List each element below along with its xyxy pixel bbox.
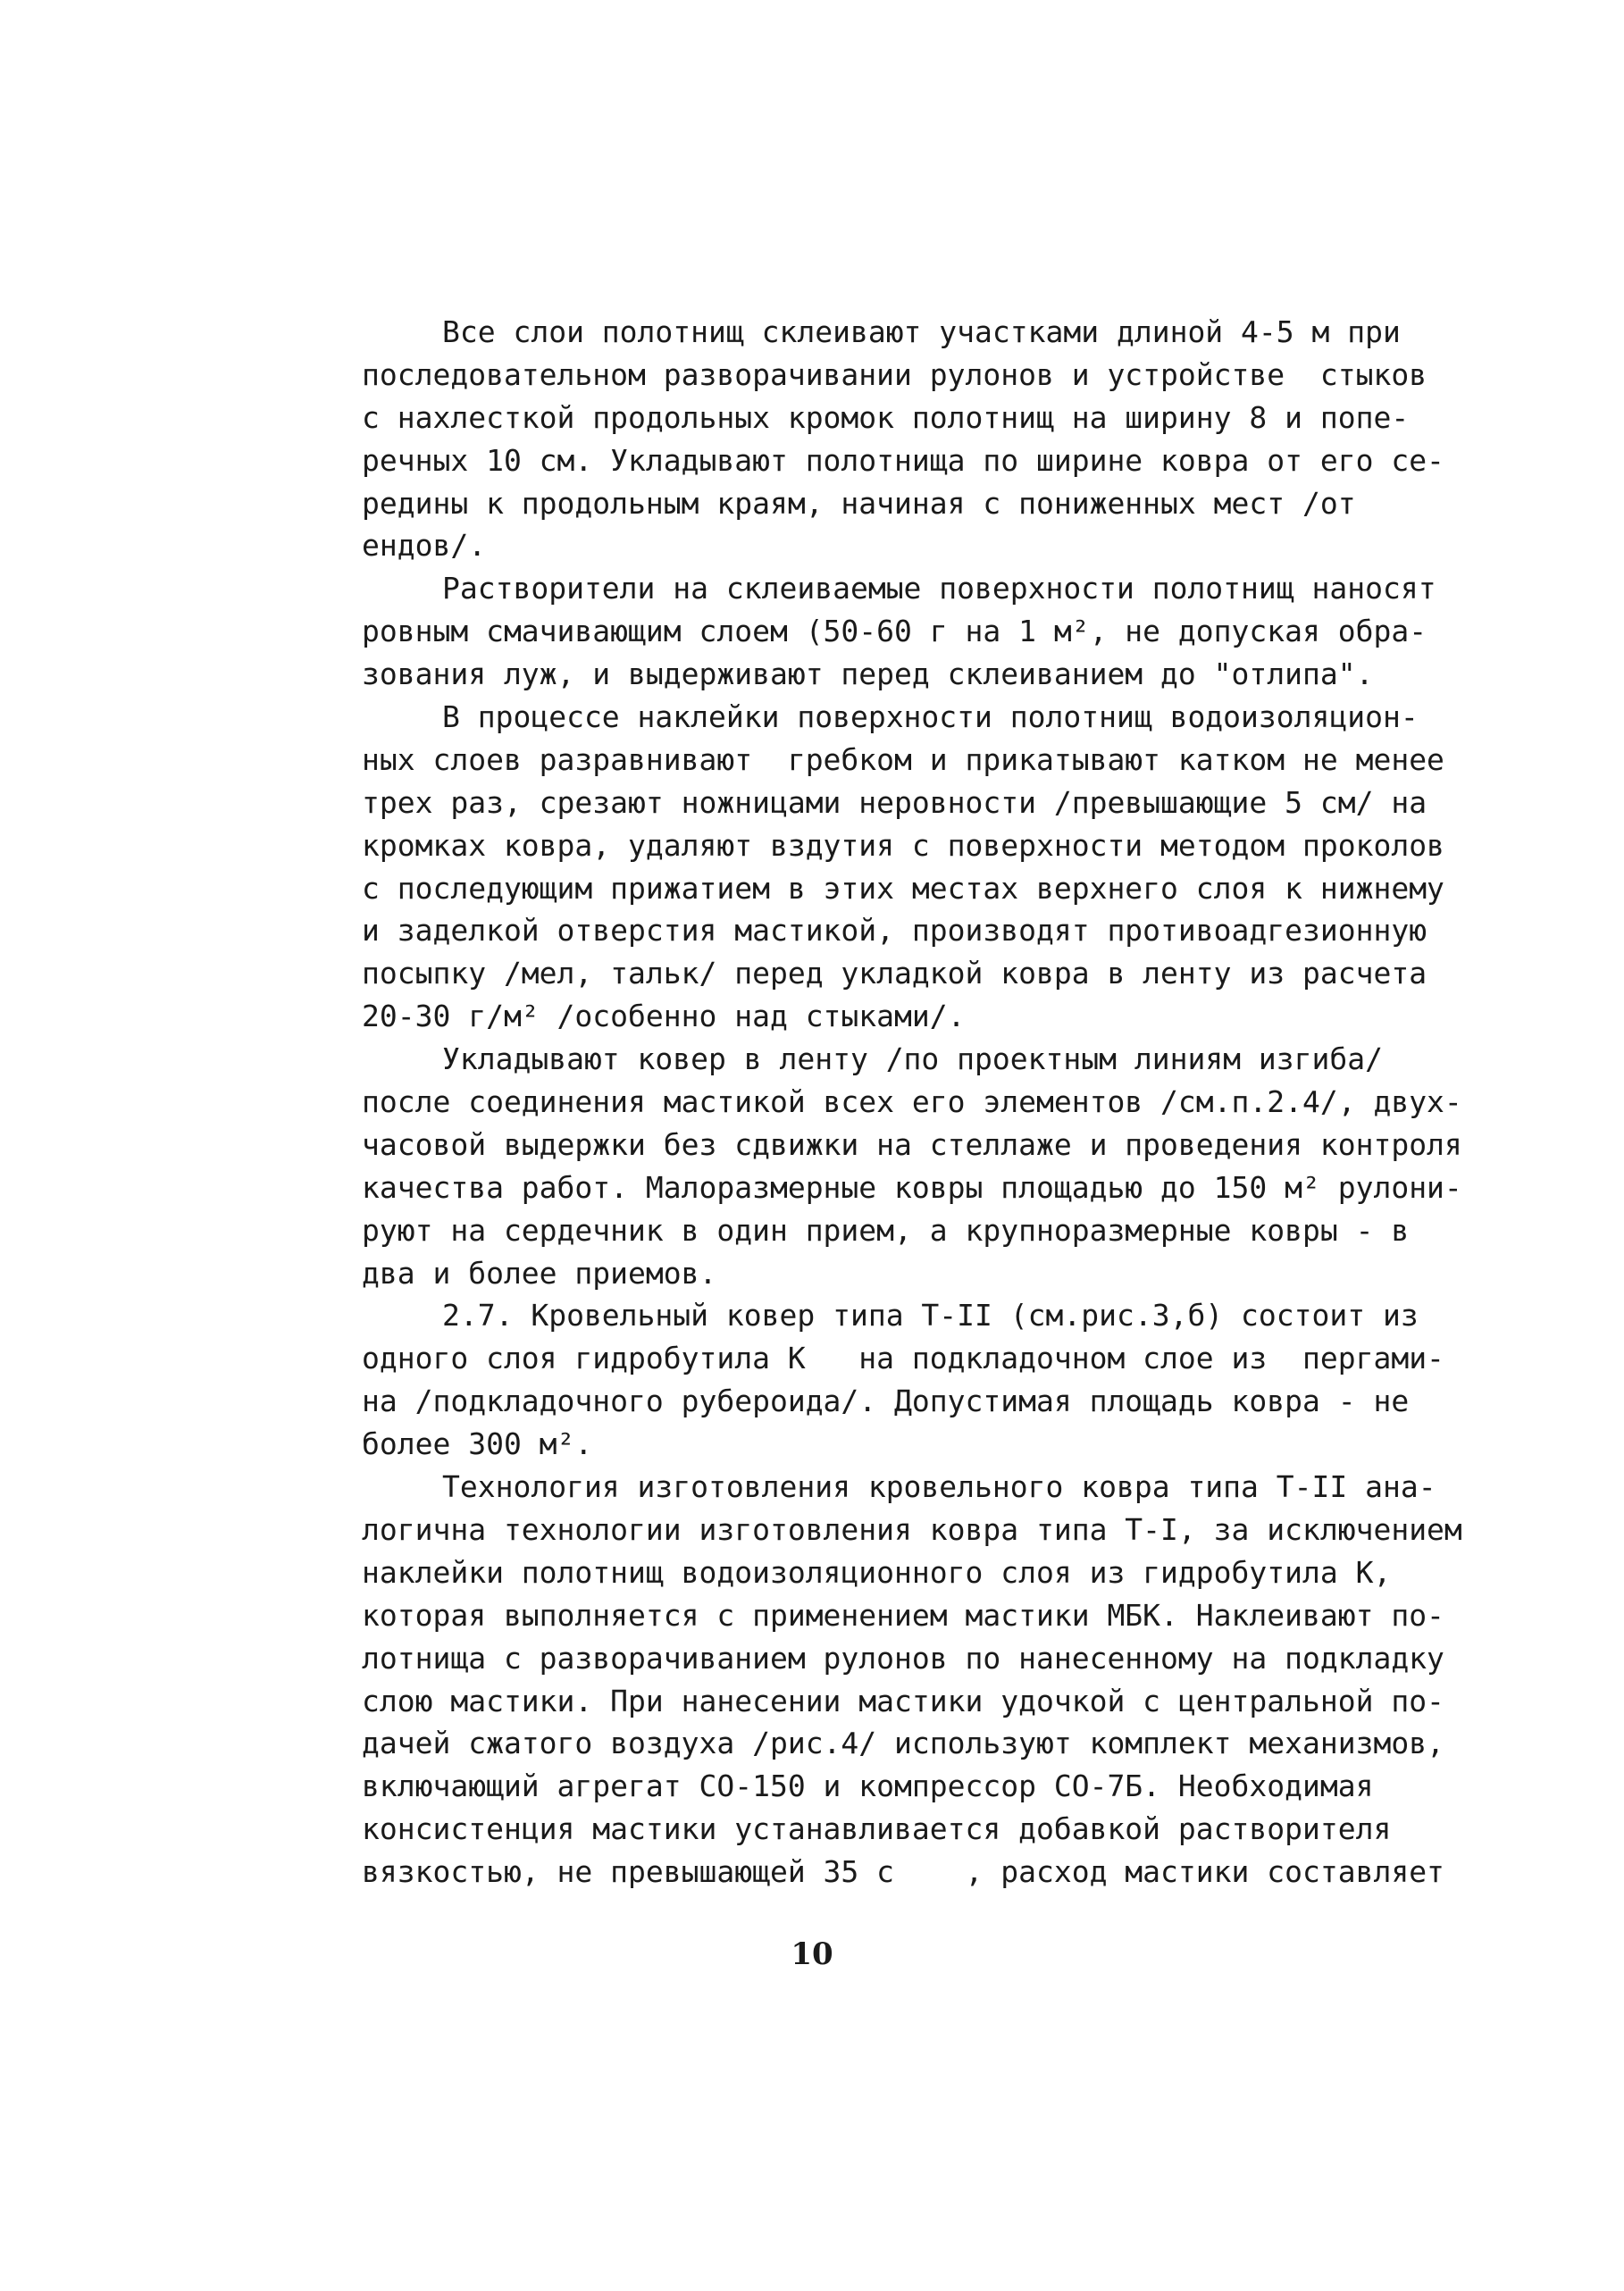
page-number: 10 [791,1936,833,1972]
text-line: зования луж, и выдерживают перед склеиванием до "отлипа". [362,656,1374,692]
text-line: руют на сердечник в один прием, а крупноразмерные ковры - в [362,1212,1410,1248]
text-line: дачей сжатого воздуха /рис.4/ используют комплект механизмов, [362,1726,1444,1761]
text-line: ендов/. [362,528,487,564]
text-line: часовой выдержки без сдвижки на стеллаже и проведения контроля [362,1126,1462,1162]
text-line: редины к продольным краям, начиная с пониженных мест /от [362,485,1356,521]
text-line: 20-30 г/м² /особенно над стыками/. [362,999,966,1034]
text-line: Укладывают ковер в ленту /по проектным линиям изгиба/ [442,1041,1383,1077]
text-line: которая выполняется с применением мастики МБК. Наклеивают по- [362,1597,1444,1633]
text-line: с нахлесткой продольных кромок полотнищ на ширину 8 и попе- [362,399,1410,435]
text-line: лотнища с разворачиванием рулонов по нанесенному на подкладку [362,1640,1444,1676]
text-line: 2.7. Кровельный ковер типа Т-II (см.рис.3,б) состоит из [442,1298,1419,1334]
text-line: трех раз, срезают ножницами неровности /превышающие 5 см/ на [362,784,1427,820]
text-line: посыпку /мел, тальк/ перед укладкой ковра в ленту из расчета [362,956,1427,991]
text-line: В процессе наклейки поверхности полотнищ водоизоляцион- [442,699,1419,735]
text-line: Технология изготовления кровельного ковра типа Т-II ана- [442,1469,1436,1505]
text-line: вязкостью, не превышающей 35 с , расход мастики составляет [362,1854,1444,1890]
text-line: слою мастики. При нанесении мастики удочкой с центральной по- [362,1683,1444,1718]
text-line: наклейки полотнищ водоизоляционного слоя из гидробутила К, [362,1554,1392,1590]
text-line: с последующим прижатием в этих местах верхнего слоя к нижнему [362,870,1444,906]
text-line: два и более приемов. [362,1255,717,1291]
text-line: ровным смачивающим слоем (50-60 г на 1 м², не допуская обра- [362,614,1427,649]
text-line: включающий агрегат СО-150 и компрессор СО-7Б. Необходимая [362,1768,1374,1804]
text-line: консистенция мастики устанавливается добавкой растворителя [362,1811,1392,1847]
text-line: после соединения мастикой всех его элементов /см.п.2.4/, двух- [362,1084,1462,1120]
text-line: последовательном разворачивании рулонов и устройстве стыков [362,356,1427,392]
text-line: логична технологии изготовления ковра типа Т-I, за исключением [362,1511,1462,1547]
text-line: одного слоя гидробутила К на подкладочном слое из пергами- [362,1341,1444,1376]
text-line: более 300 м². [362,1426,593,1462]
text-line: и заделкой отверстия мастикой, производят противоадгезионную [362,913,1427,949]
text-line: на /подкладочного рубероида/. Допустимая площадь ковра - не [362,1384,1410,1419]
text-line: Растворители на склеиваемые поверхности полотнищ наносят [442,571,1436,606]
text-line: ных слоев разравнивают гребком и прикатывают катком не менее [362,741,1444,777]
text-line: речных 10 см. Укладывают полотнища по ширине ковра от его се- [362,442,1444,478]
body-text [362,311,1474,1894]
text-line: Все слои полотнищ склеивают участками длиной 4-5 м при [442,314,1401,349]
text-line: качества работ. Малоразмерные ковры площадью до 150 м² рулони- [362,1169,1462,1205]
text-line: кромках ковра, удаляют вздутия с поверхности методом проколов [362,827,1444,863]
